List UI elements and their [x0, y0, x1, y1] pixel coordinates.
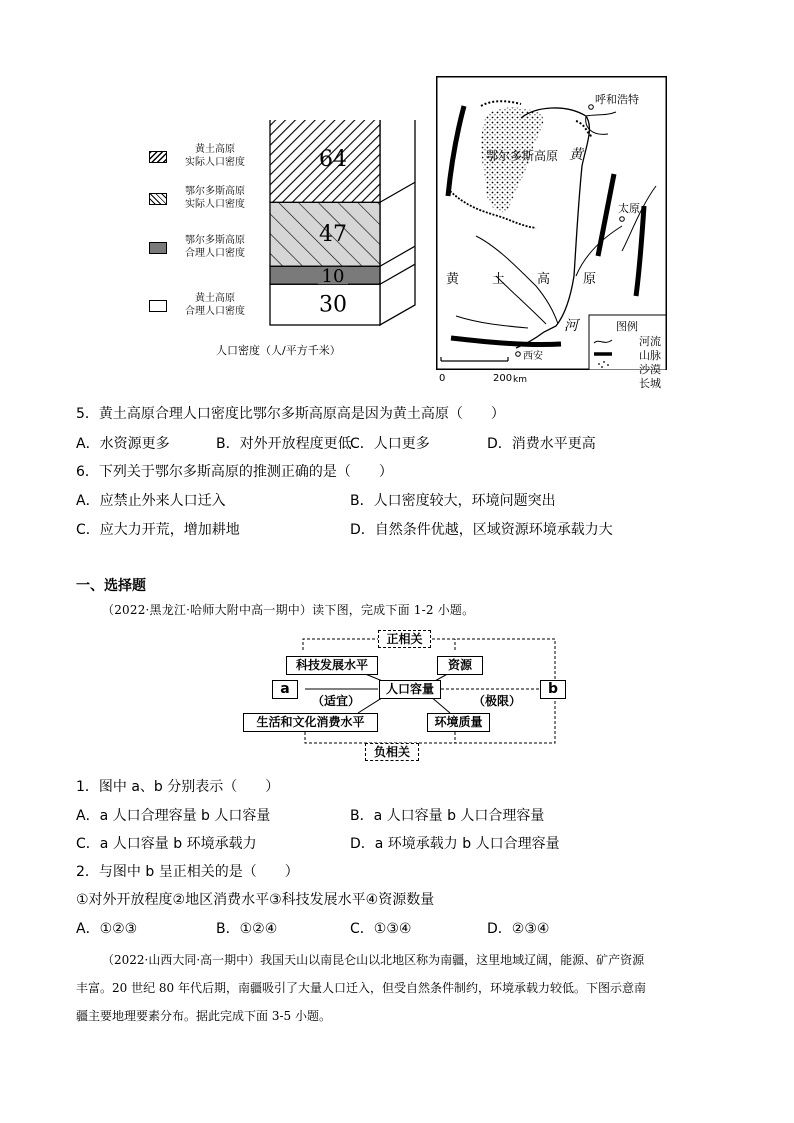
- legend-line: 鄂尔多斯高原: [185, 186, 245, 197]
- city-hohhot-label: 呼和浩特: [595, 93, 639, 106]
- suitable-label: （适宜）: [312, 694, 361, 708]
- intro-2-line-2: 丰富。20 世纪 80 年代后期，南疆吸引了大量人口迁入，但受自然条件制约，环境承载力较低。下图示意南: [76, 981, 646, 995]
- a-box: a: [272, 680, 298, 699]
- bar-value-label-ordos-reasonable: 10: [321, 266, 345, 288]
- legend-swatch-loess-reasonable: [149, 300, 167, 312]
- q2-option-a: A．①②③: [76, 921, 138, 937]
- q6-option-d: D．自然条件优越，区域资源环境承载力大: [350, 522, 613, 538]
- river-label-bottom: 河: [564, 318, 578, 334]
- map-legend-mountain: 山脉: [639, 349, 661, 362]
- city-taiyuan-label: 太原: [618, 202, 640, 215]
- q6-option-c: C．应大力开荒，增加耕地: [76, 522, 240, 538]
- limit-label: （极限）: [473, 694, 522, 708]
- q2-option-c: C．①③④: [350, 921, 412, 937]
- q2-option-b: B．①②④: [216, 921, 278, 937]
- ordos-label: 鄂尔多斯高原: [486, 149, 559, 163]
- map-legend-desert: 沙漠: [639, 363, 661, 376]
- q5-option-a: A．水资源更多: [76, 436, 170, 452]
- q5-option-d: D．消费水平更高: [487, 436, 596, 452]
- loess-char-4: 原: [583, 272, 597, 287]
- legend-label-loess-actual: [170, 143, 260, 169]
- q5-option-b: B．对外开放程度更低: [216, 436, 352, 452]
- city-xian-label: 西安: [523, 351, 543, 362]
- q2-stem: 2．与图中 b 呈正相关的是（ ）: [76, 864, 299, 880]
- q5-stem: 5．黄土高原合理人口密度比鄂尔多斯高原高是因为黄土高原（ ）: [76, 406, 505, 422]
- b-box: b: [540, 680, 566, 699]
- environment-quality-box: 环境质量: [427, 713, 490, 732]
- q1-option-b: B．a 人口容量 b 人口合理容量: [350, 808, 545, 824]
- block-side-face: [380, 120, 415, 325]
- section-heading: 一、选择题: [76, 578, 146, 594]
- legend-label-ordos-actual: [170, 185, 260, 211]
- scale-200: 200: [493, 373, 513, 384]
- legend-line: 实际人口密度: [185, 157, 245, 168]
- intro-1: （2022·黑龙江·哈师大附中高一期中）读下图，完成下面 1-2 小题。: [102, 603, 475, 617]
- q2-items: ①对外开放程度②地区消费水平③科技发展水平④资源数量: [76, 892, 435, 908]
- bar-value-label-loess-reasonable: 30: [319, 292, 347, 318]
- population-capacity-box: 人口容量: [379, 680, 441, 699]
- intro-2-line-1: （2022·山西大同·高一期中）我国天山以南昆仑山以北地区称为南疆，这里地域辽阔，能源、矿产资源: [102, 953, 645, 967]
- taiyuan-marker: [620, 217, 625, 222]
- xian-marker: [516, 352, 521, 357]
- scale-unit: km: [513, 375, 527, 385]
- legend-line: 合理人口密度: [185, 248, 245, 259]
- q1-option-a: A．a 人口合理容量 b 人口容量: [76, 808, 271, 824]
- legend-line: 实际人口密度: [185, 199, 245, 210]
- loess-char-2: 土: [492, 272, 506, 287]
- legend-swatch-ordos-actual: [149, 193, 167, 205]
- tech-level-box: 科技发展水平: [286, 656, 378, 675]
- chart-caption: 人口密度（人/平方千米）: [216, 344, 341, 357]
- loess-char-1: 黄: [446, 272, 460, 287]
- hohhot-marker: [589, 105, 594, 110]
- map-legend-title: 图例: [616, 320, 638, 333]
- q2-option-d: D．②③④: [487, 921, 550, 937]
- scale-zero: 0: [439, 373, 446, 384]
- positive-correlation-box: 正相关: [378, 630, 431, 648]
- resource-box: 资源: [437, 656, 483, 675]
- intro-2-line-3: 疆主要地理要素分布。据此完成下面 3-5 小题。: [76, 1009, 331, 1023]
- legend-label-ordos-reasonable: [170, 234, 260, 260]
- q6-option-a: A．应禁止外来人口迁入: [76, 493, 226, 509]
- q1-stem: 1．图中 a、b 分别表示（ ）: [76, 779, 280, 795]
- q1-option-d: D．a 环境承载力 b 人口合理容量: [350, 836, 560, 852]
- density-block-svg: [255, 120, 425, 335]
- legend-line: 黄土高原: [195, 144, 235, 155]
- density-block: [270, 120, 415, 325]
- map-legend-wall: 长城: [639, 377, 661, 390]
- q5-option-c: C．人口更多: [350, 436, 430, 452]
- living-standard-box: 生活和文化消费水平: [243, 713, 378, 732]
- legend-swatch-ordos-reasonable: [149, 242, 167, 254]
- q6-stem: 6．下列关于鄂尔多斯高原的推测正确的是（ ）: [76, 464, 393, 480]
- loess-char-3: 高: [537, 272, 551, 287]
- q1-option-c: C．a 人口容量 b 环境承载力: [76, 836, 257, 852]
- legend-line: 合理人口密度: [185, 306, 245, 317]
- legend-line: 黄土高原: [195, 293, 235, 304]
- river-label-top: 黄: [569, 147, 583, 163]
- legend-label-loess-reasonable: [170, 292, 260, 318]
- q6-option-b: B．人口密度较大，环境问题突出: [350, 493, 556, 509]
- legend-swatch-loess-actual: [149, 151, 167, 163]
- legend-line: 鄂尔多斯高原: [185, 235, 245, 246]
- map-legend-river: 河流: [639, 335, 661, 348]
- negative-correlation-box: 负相关: [365, 743, 419, 761]
- bar-value-label-loess-actual: 64: [319, 146, 347, 172]
- bar-value-label-ordos-actual: 47: [319, 222, 347, 248]
